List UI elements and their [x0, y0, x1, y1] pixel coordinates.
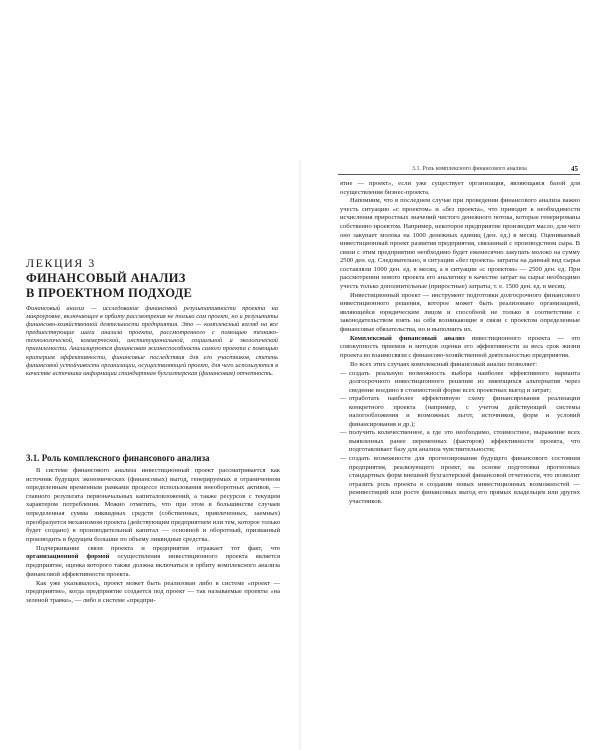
lecture-number: ЛЕКЦИЯ 3: [26, 256, 96, 270]
paragraph-text: Подчеркивание связи проекта и предприятия отражает тот факт, что: [36, 544, 280, 552]
paragraph: [26, 545, 280, 579]
list-item: [340, 395, 580, 429]
right-page: [300, 0, 600, 750]
bold-term: организационной формой: [26, 553, 110, 561]
section-heading: 3.1. Роль комплексного финансового анализа: [26, 453, 210, 463]
lecture-title: [26, 271, 286, 301]
paragraph: ятие — проект», если уже существует организация, являющаяся базой для осуществления бизнес-проекта.: [340, 180, 580, 196]
left-body-text: [26, 467, 280, 606]
paragraph: В системе финансового анализа инвестиционный проект рассматривается как источник будущих экономических (финансовых) выгод, генерируемых в ограниченном определенным временным рамками процессе использования внеоборотных активов, — главного результата первоначальных капиталовложений, а также ресурсов с текущим характером потребления. Можно отметить, что при этом в большинстве случаев определенная сумма ликвидных средств (собственных, привлеченных, заемных) преобразуется механизмом проекта (действующим предприятием или тем, которое только будет создано) в производительный капитал — основной и оборотный, призванный производить в будущем большие по объему ликвидные средства.: [26, 467, 280, 543]
benefits-list: [340, 370, 580, 507]
paragraph: Как уже указывалось, проект может быть реализован либо в системе «проект — предприятие», когда предприятие создается под проект — так называемые проекты «на зеленой травке», — либо в системе «предпри-: [26, 579, 280, 604]
dash-marker: —: [340, 429, 347, 437]
list-item-text: получить количественное, а где это необходимо, стоимостное, выражение всех выявленных ранее переменных (факторов) эффективности проекта, что подготавливает базу для анализа чувствительности;: [349, 429, 580, 454]
paragraph: Напомним, что в последнем случае при проведении финансового анализа важно учесть ситуацию «с проектом» и «без проекта», что приводит к необходимости исчисления приростных значений чистого денежного потока, которые генерированы собственно проектом. Например, некоторое предприятие производит масло, для чего оно закупает молока на 1000 денежных единиц (ден. ед.) в месяц. Оцениваемый инвестиционный проект развития предприятия, связанный с производством сыра. В связи с этим предприятию необходимо будет ежемесячно закупать молоко на сумму 2500 ден. ед. Следовательно, в ситуации «без проекта» затраты на данный вид сырья составляли 1000 ден. ед. в месяц, а в ситуации «с проектом» — 2500 ден. ед. При рассмотрении нового проекта его аналитику в качестве затрат на сырье необходимо учесть только дополнительные (приростные) затраты, т. е. 1500 ден. ед. в месяц.: [340, 197, 580, 290]
list-item-text: отработать наиболее эффективную схему финансирования реализации конкретного проекта (например, с учетом действующей системы налогообложения и возможных льгот, источников, форм и условий финансирования и др.);: [349, 395, 580, 428]
paragraph-text: инвестиционного проекта — это совокупность приемов и методов оценки его эффективности за весь срок жизни проекта во взаимосвязи с финансово-хозяйственной деятельностью предприятия.: [340, 334, 580, 359]
list-item-text: создать реальную возможность выбора наиболее эффективного варианта долгосрочного инвестиционного решения из имеющихся альтернатив через сведение воедино в стоимостной форме всех проектных выгод и затрат;: [349, 369, 580, 394]
paragraph: Инвестиционный проект — инструмент подготовки долгосрочного финансового инвестиционного решения, которое может быть реализовано организацией, являющейся юридическим лицом и способной не только в соответствии с законодательством взять на себя возникающие в связи с проектом определенные финансовые обязательства, но и выполнить их.: [340, 291, 580, 333]
bold-term: Комплексный финансовый анализ: [350, 334, 465, 342]
list-item: [340, 370, 580, 396]
dash-marker: —: [340, 454, 347, 462]
lecture-title-line: В ПРОЕКТНОМ ПОДХОДЕ: [26, 286, 193, 300]
list-item: [340, 455, 580, 506]
list-item: [340, 429, 580, 455]
definition-paragraph: [340, 335, 580, 361]
header-rule: [338, 174, 580, 175]
page-number: 45: [571, 165, 578, 173]
running-head: 3.1. Роль комплексного финансового анализа: [412, 166, 527, 172]
paragraph: Во всех этих случаях комплексный финансовый анализ позволяет:: [350, 360, 538, 368]
dash-marker: —: [340, 395, 347, 403]
lecture-abstract: Финансовый анализ — исследование финансовой результативности проекта на микроуровне, включающее в орбиту рассмотрения не только сам проект, но и результаты финансово-хозяйственной деятельности предприятия. Это — комплексный взгляд на все предшествующие шаги анализа проекта, рассмотренного с помощью технико-технологической, коммерческой, институциональной, социальной и экологической приемлемости. Анализируются финансовая жизнеспособность самого проекта с помощью критериев эффективности, финансовые последствия для его участников, степень финансовой устойчивости организации, осуществляющей проект, для чего используются в качестве источника информации стандартная бухгалтерская (финансовая) отчетность.: [26, 305, 278, 377]
right-body-text: [340, 180, 580, 506]
list-item-text: создать возможности для прогнозирования будущего финансового состояния предприятия, реализующего проект, на основе подготовки прогнозных стандартных форм внешней бухгалтерской финансовой отчетности, что позволит отразить роль проекта в создании новых инвестиционных возможностей — реинвестиций или росте финансовых выгод его прямых владельцев или других участников.: [349, 454, 580, 505]
paragraph-text: осуществления инвестиционного проекта является предприятие, оценка которого также должна включаться в орбиту комплексного анализа финансовой эффективности проекта.: [26, 553, 280, 578]
lecture-title-line: ФИНАНСОВЫЙ АНАЛИЗ: [26, 271, 186, 285]
dash-marker: —: [340, 369, 347, 377]
